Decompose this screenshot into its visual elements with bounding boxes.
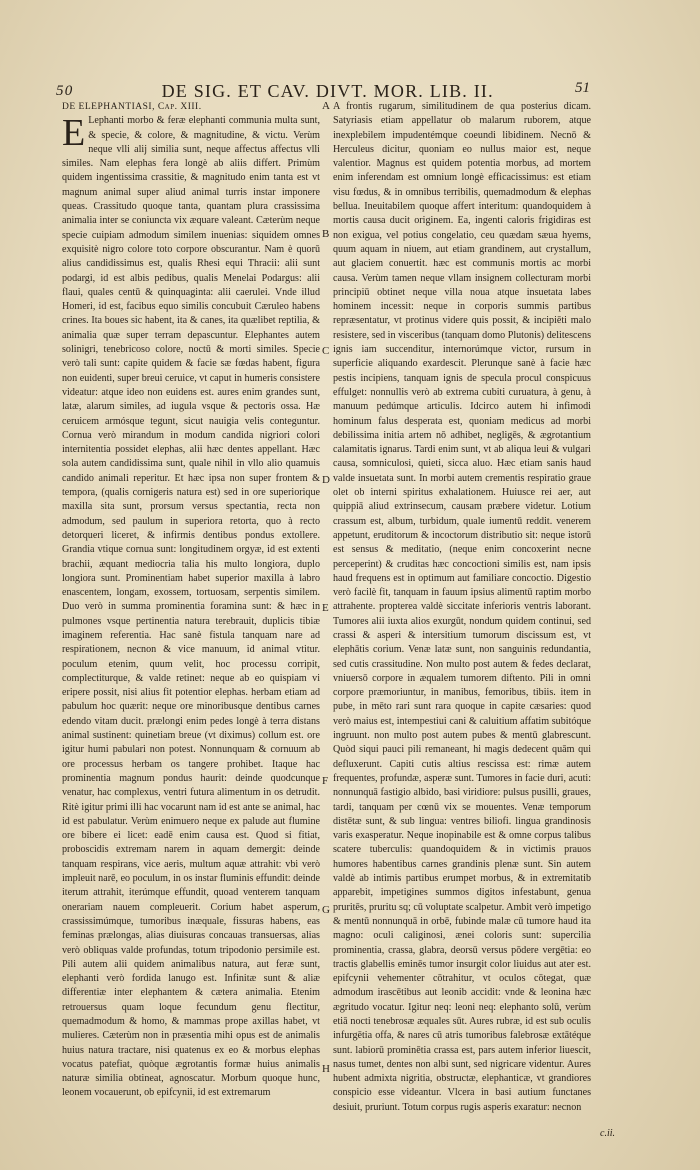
left-column bbox=[62, 100, 320, 1120]
margin-letter-g: G bbox=[322, 904, 330, 916]
margin-letter-a: A bbox=[322, 100, 330, 112]
margin-letter-d: D bbox=[322, 474, 330, 486]
running-title: DE SIG. ET CAV. DIVT. MOR. LIB. II. bbox=[161, 80, 494, 101]
drop-cap: E bbox=[62, 112, 86, 155]
page-number-left: 50 bbox=[56, 82, 74, 99]
page-number-right: 51 bbox=[575, 80, 590, 96]
chapter-heading: DE ELEPHANTIASI, Cap. XIII. bbox=[62, 102, 202, 112]
margin-letter-e: E bbox=[322, 602, 329, 614]
margin-letter-c: C bbox=[322, 345, 330, 357]
margin-letter-h: H bbox=[322, 1063, 330, 1075]
margin-letter-b: B bbox=[322, 228, 330, 240]
margin-letter-f: F bbox=[322, 775, 329, 787]
page-header bbox=[56, 80, 582, 102]
signature-mark: c.ii. bbox=[600, 1128, 615, 1139]
left-column-text: Lephanti morbo & feræ elephanti communia multa sunt, & specie, & colore, & magnitudine, & victu. Verùm neque vlli alij similia sunt, neque affectus affectus vlli similes. Nam elephas fera longè ab aliis differt. Primùm quidem ingentissima crassitie, & magnitudo enim tanta est vt magnum animal super aliud animal turris instar imponere queas. Crassitudo quoque tanta, quantam plura crassissima animalia inter se coniuncta vix æquare valeant. Cæterùm neque specie cuipiam admodum similem inuenias: siquidem omnes exquisitè nigro colore toto corpore obscurantur. Nam è quorū alius candidissimus est, qualis Rhesi equi Thracii: alii sunt podargi, id est albis pedibus, qualis Menelai Podargus: alii flaui, quales centū & quinquaginta: alii caerulei. Vnde illud Homeri, id est, facibus equo similis concubuit Cæruleo habens crines. Ita boues sic habent, ita & canes, ita quælibet reptilia, & animalia quæ super terram depascuntur. Elephantes autem solinigri, tenebricoso colore, noctū & morti similes. Specie verò tali sunt: capite quidem & facie sæ fœdas habent, figura non euidenti, super breui ceruice, vt caput in humeris consistere videatur: atque ideo non euidens est. aures enim grandes sunt, latæ, alarum similes, ad iugula vsque & pectoris ossa. Hæ ceruicem armósque tegunt, sicut nauigia velis conteguntur. Cornua verò mirandum in modum candida nigriori colori internitentia possidet elephas, alii hæc dentes appellant. Hæc sola autem candidissima sunt, quale nihil in vllo alio quamuis candido animali reperitur. Et hæc ipsa non super frontem & tempora, (qualis cornigeris natura est) sed in ore superiorique maxilla sita sunt, prorsum versus spectantia, recta non admodum, sed paulum in superiora retorta, quo à recto detorqueri liceret, & infirmis dentibus pondus extollere. Grandia vtique cornua sunt: longitudinem orgyæ, id est extenti brachii, æquant mediocria talia his multo longiora, duplo longiora sunt. Prominentiam habet superior maxilla à labro enascentem, longam, exossem, tortuosam, serpentis similem. Duo verò in summa prominentia foramina sunt: & hæc in pulmones vsque pertinentia natura terebrauit, duplicis tibiæ imaginem referentia. Hac sanè fistula tanquam nare ad respirationem, necnon & vice manuum, id animal vtitur. poculum etenim, quum velit, hoc processu corripit, complectiturque, & valde retinet: neque ab eo quispiam vi eripere possit, nisi alius fit potentior elephas. herbam etiam ad pabulum hoc quærit: neque ore minoribusque dentibus carnes edendo vitam ducit. prælongi enim pedes longè à terra distans animal sustinent: quinetiam breue (vt diximus) collum est. ore igitur humi pabulari non potest. Nonnunquam & cornuum ab ore processus herbam os tangere prohibet. Itaque hac prominentia magnum pondus haurit: deinde quodcunque venatur, hac complexus, ventri futura alimentum in os detrudit. Ritè igitur primi illi hac vocarunt nam id est ante se animal, hac id est pabulatur. Verùm enimuero neque ex palude aut flumine ore bibere ei licet: eadē enim causa est. Quod si fitiat, proboscidis extremam narem in aquam demergit: deinde tanquam respirans, vice aeris, multum aquæ attrahit: vbi verò impleuit narē, eo poculum, in os instar fluminis effundit: deinde iterum attrahit, iterúmque effundit, quoad venterem tanquam onerariam nauem compleuerit. Corium habet asperum, crassissimúmque, tumoribus inæquale, fissuras habens, eas feminas prælongas, alias diuisuras concauas transuersas, alias verò obliquas valde profundas, totum tripodonio persimile est. Pili autem alii quidem animalibus natura, aut feræ sunt, elephanti verò fordida lanugo est. Infinitæ sunt & aliæ differentiæ inter elephantem & cætera animalia. Etenim retrouersus quam loque fecundum genu flectitur, quemadmodum & homo, & mammas prope axillas habet, vt mulieres. Cæterùm non in præsentia mihi opus est de animalis huius natura tractare, nisi quatenus ex eo & morbus elephas vocatus patefiat, quòque ægrotantis formæ huius animalis naturæ similia obtineat, agnoscatur. Morbum quoque hunc, leonem vocauerunt, ob epifcynii, id est extremarum bbox=[62, 115, 320, 1099]
left-column-body bbox=[62, 114, 320, 1100]
right-column-text: A frontis rugarum, similitudinem de qua posterius dicam. Satyriasis etiam appellatur ob malarum ruborem, atque inexplebilem impudentémque coeundi libidinem. Necnō & Herculeus dicitur, quoniam eo nullus maior est, neque valentior. Magnus est quidem potentia morbus, ad mortem enim inferendam est omnium longè efficacissimus: est etiam visu fœdus, & in omnibus terribilis, quemadmodum & elephas bellua. Ineuitabilem quoque affert interitum: quandoquidem à mortis causa ducit originem. Ea, ingenti caloris frigidiras est non exigua, vel potius congelatio, ceu quædam sæua hyems, quum aquam in niuem, aut etiam grandinem, aut crystallum, aut glaciem conuertit. hæc est communis mortis ac morbi causa. Verùm tamen neque vllam insignem collecturam morbi principiū obtinet neque villa noua atque insuetata labes hominem incessit: neque in corporis summis partibus repræsentatur, vt protinus videre quis possit, & incipiēti malo resistere, sed in visceribus (tanquam domo Plutonis) delitescens ignis iam succenditur, internorúmque victor, rursum in superficie aliquando exardescit. Plerunque sanè à facie hæc pestis incipiens, tanquam ignis de specula procul conspicuus effulget: nonnullis verò ab extrema cubiti curuatura, à genu, à manuum pedúmque articulis. Idcirco autem hi infimodi hominum falus desperata est, quoniam medicus ad morbi debilissima initia artem nō adhibet, negligēs, & ægrotantium calamitatis ignarus. Tardi enim sunt, vt ab aliqua leui & vulgari causa, somniculosi, quieti, sicca aluo. Hæc etiam sanis haud valde insuetata sunt. In morbi autem crementis respiratio graue olet ob interni spiritus exhalationem. Huiusce rei aer, aut quippiā aliud extrinsecum, causam præbere videtur. Lotium crassum est, album, turbidum, quale iumentū reddit. venerem appetunt, eruditorum & incoctorum distributio sit: neque istorū est sensus & meditatio, (neque enim concoxerint necne perceperint) & cruditas hæc concoctioni similis est, nam ipsis haud frequens est in optimum aut familiare concoctio. Digestio verò facilè fit, tanquam in fauum ipsius alimentū raptim morbo attrahente. propterea valdè siccitate inferioris ventris laborant. Tumores alii iuxta alios exurgūt, nondum quidem continui, sed crassi & asperi & intersitium tumorum discissum est, vt elephātis corium. Venæ latæ sunt, non sanguinis redundantia, sed cutis crassitudine. Non multo post autem & fedes declarat, vniuersō corpore in æqualem tumorem diftento. Pili in omni corpore præmoriuntur, in manibus, femoribus, tibiis. item in pube, in mēto rari sunt rara quoque in capite cæsaries: quod verò maius est, intempestiui cani & caluitium affatim subitóque ingruunt. non multo post autem pubes & mentū glabrescunt. Quòd siqui pauci pili remaneant, hi magis dedecent quām qui defluxerunt. Capiti cutis altius rescissa est: rimæ autem frequentes, profundæ, asperæ sunt. Tumores in facie duri, acuti: nonnunquā fastigio albido, basi viridiore: pulsus pusilli, graues, tardi, tanquam per cœnū vix se mouentes. Venæ temporum distētæ sunt, & sub lingua: ventres biliofi. lingua grandinosis varis exasperatur. Neque inopinabile est & omne corpus talibus scatere tuberculis: quandoquidem & in victimis prauos humores habentibus carnes grandinis plenæ sunt. Sin autem valdè ab intimis partibus erumpet morbus, & in extremitatib apparebit, impetigines summos digitos infestabunt, genua pruritēs, pruritu sq; cū voluptate scalpetur. Ambit verò impetigo & mentū nonnunquā in orbē, fubinde malæ cū tumore haud ita magno: oculi caliginosi, ænei coloris sunt: supercilia prominentia, crassa, glabra, deorsū versus pōdere vergētia: eo tractis glabellis eminēs tumor insurgit color liuidus aut ater est. epifcynii vehementer cōtrahitur, vt oculos cōtegat, quæ admodum irascētibus aut leonib accidit: vnde & leonina hæc ægritudo vocatur. Igitur neq: leoni neq: elephanto solū, verùm etiā nocti tenebrosæ æquales sūt. Aures rubræ, id est sub oculis infurgētia offa, & nares cū atris tumoribus falebrosæ extātéque sunt. labiorū prominētia crassa est, pars autem inferior liuescit, nasus tumet, dentes non albi sunt, sed nigricare videntur. Aures hubent admixta nigritia, obstructæ, elephanticæ, vt grandiores conspicio esse videantur. Vlcera in basi autium functanes desiuit, pruriunt. Totum corpus rugis asperis exaratur: necnon bbox=[333, 101, 591, 1113]
right-column bbox=[333, 100, 591, 1120]
